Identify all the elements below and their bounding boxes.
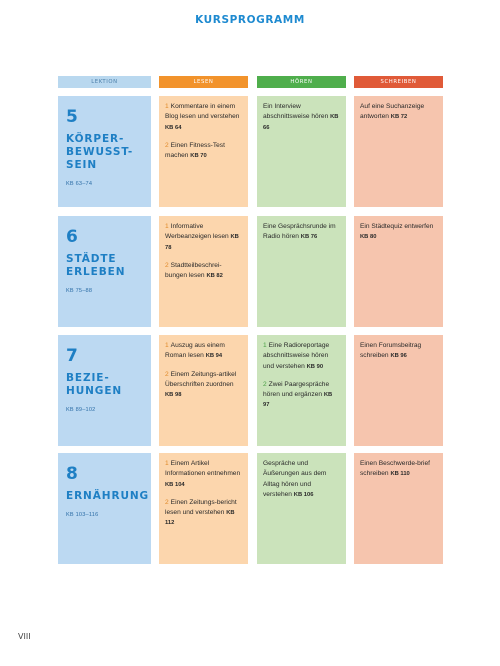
cell-lesen (159, 335, 248, 446)
header-hoeren: HÖREN (257, 76, 346, 88)
activity-number: 1 (165, 342, 169, 349)
activity-text: Einem Artikel Informationen entnehmen (165, 460, 241, 478)
unit-number: 5 (66, 107, 78, 127)
unit-title-line: ERLEBEN (66, 266, 126, 278)
activity-number: 2 (165, 141, 169, 149)
unit-pages: KB 63–74 (66, 181, 93, 187)
unit-title-line: BEZIE- (66, 372, 110, 384)
activity-page-ref: KB 98 (165, 392, 182, 399)
activity-page-ref: KB 70 (190, 153, 207, 160)
activity-text: Auszug aus einem Roman lesen (165, 342, 225, 360)
activity (360, 102, 437, 123)
activity (263, 102, 340, 133)
activity-page-ref: KB 96 (390, 353, 407, 360)
activity-page-ref: KB 90 (306, 363, 324, 370)
unit-pages: KB 89–102 (66, 407, 96, 413)
activity-page-ref: KB 72 (390, 114, 408, 121)
activity (263, 222, 340, 243)
activity-page-ref: KB 76 (300, 234, 318, 241)
cell-hoeren (257, 216, 346, 327)
unit-pages: KB 75–88 (66, 288, 93, 294)
cell-lesen (159, 96, 248, 207)
unit-title-line: HUNGEN (66, 385, 123, 397)
activity-number: 1 (165, 223, 169, 230)
activity (263, 341, 340, 372)
activity-number: 1 (263, 342, 267, 349)
activity-page-ref: KB 97 (263, 392, 333, 409)
unit-title (66, 253, 143, 279)
activity-number: 2 (165, 261, 169, 269)
page-number: VIII (18, 632, 31, 641)
cell-lektion (58, 96, 151, 207)
activity-page-ref: KB 64 (165, 124, 182, 131)
activity-text: Eine Radioreportage abschnittsweise hören und verstehen (263, 342, 330, 370)
activity (165, 459, 242, 490)
activity (165, 261, 242, 282)
header-schreiben: SCHREIBEN (354, 76, 443, 88)
activity (165, 498, 242, 529)
activity-page-ref: KB 94 (205, 353, 223, 360)
cell-hoeren (257, 96, 346, 207)
activity-text: Einen Fitness-Test machen (165, 141, 225, 160)
activity-page-ref: KB 66 (263, 114, 339, 131)
activity-text: Einen Beschwerde-brief schreiben (360, 460, 431, 478)
unit-title (66, 490, 150, 503)
activity-number: 1 (165, 460, 169, 467)
activity (360, 341, 437, 362)
activity-text: Eine Gesprächsrunde im Radio hören (263, 223, 336, 241)
activity (165, 102, 242, 133)
unit-title-line: STÄDTE (66, 253, 117, 265)
cell-schreiben (354, 335, 443, 446)
activity-page-ref: KB 82 (206, 273, 223, 280)
activity-text: Gespräche und Äußerungen aus dem Alltag hören und verstehen (263, 460, 327, 498)
activity (360, 459, 437, 480)
cell-schreiben (354, 216, 443, 327)
activity-text: Kommentare in einem Blog lesen und verstehen (165, 103, 240, 121)
activity-text: Informative Werbeanzeigen lesen (165, 223, 231, 241)
activity (263, 459, 340, 500)
activity-text: Zwei Paargespräche hören und ergänzen (263, 380, 330, 399)
activity-page-ref: KB 110 (390, 471, 410, 478)
activity-number: 1 (165, 103, 169, 110)
unit-number: 7 (66, 346, 78, 366)
cell-lesen (159, 453, 248, 564)
activity (360, 222, 437, 243)
activity-page-ref: KB 104 (165, 481, 185, 488)
cell-schreiben (354, 96, 443, 207)
unit-title-line: ERNÄHRUNG (66, 490, 150, 502)
activity (165, 341, 242, 362)
unit-pages: KB 103–116 (66, 512, 99, 518)
cell-lektion (58, 216, 151, 327)
activity (263, 380, 340, 411)
unit-title (66, 372, 143, 398)
unit-title (66, 133, 143, 172)
cell-hoeren (257, 335, 346, 446)
activity-number: 2 (165, 498, 169, 506)
activity (165, 370, 242, 401)
activity-text: Ein Interview abschnittsweise hören (263, 103, 331, 121)
activity-text: Stadtteilbeschrei-bungen lesen (165, 261, 222, 280)
activity (165, 141, 242, 162)
activity-number: 2 (263, 380, 267, 388)
header-lesen: LESEN (159, 76, 248, 88)
activity-text: Einen Zeitungs-bericht lesen und verstehen (165, 498, 237, 517)
unit-title-line: KÖRPER- (66, 133, 125, 145)
unit-title-line: SEIN (66, 159, 98, 171)
page-title: KURSPROGRAMM (195, 14, 305, 26)
cell-lesen (159, 216, 248, 327)
activity-page-ref: KB 78 (165, 234, 239, 251)
activity-number: 2 (165, 370, 169, 378)
unit-number: 8 (66, 464, 78, 484)
activity-text: Einem Zeitungs-artikel Überschriften zuordnen (165, 370, 237, 388)
unit-title-line: BEWUSST- (66, 146, 134, 158)
cell-lektion (58, 453, 151, 564)
activity-page-ref: KB 112 (165, 510, 235, 527)
activity-page-ref: KB 80 (360, 234, 377, 241)
activity (165, 222, 242, 253)
cell-hoeren (257, 453, 346, 564)
unit-number: 6 (66, 227, 78, 247)
activity-text: Einen Forumsbeitrag schreiben (360, 342, 422, 360)
activity-text: Ein Städtequiz entwerfen (360, 223, 434, 230)
header-lektion: LEKTION (58, 76, 151, 88)
activity-page-ref: KB 106 (293, 491, 314, 498)
cell-schreiben (354, 453, 443, 564)
activity-text: Auf eine Suchanzeige antworten (360, 103, 425, 121)
cell-lektion (58, 335, 151, 446)
